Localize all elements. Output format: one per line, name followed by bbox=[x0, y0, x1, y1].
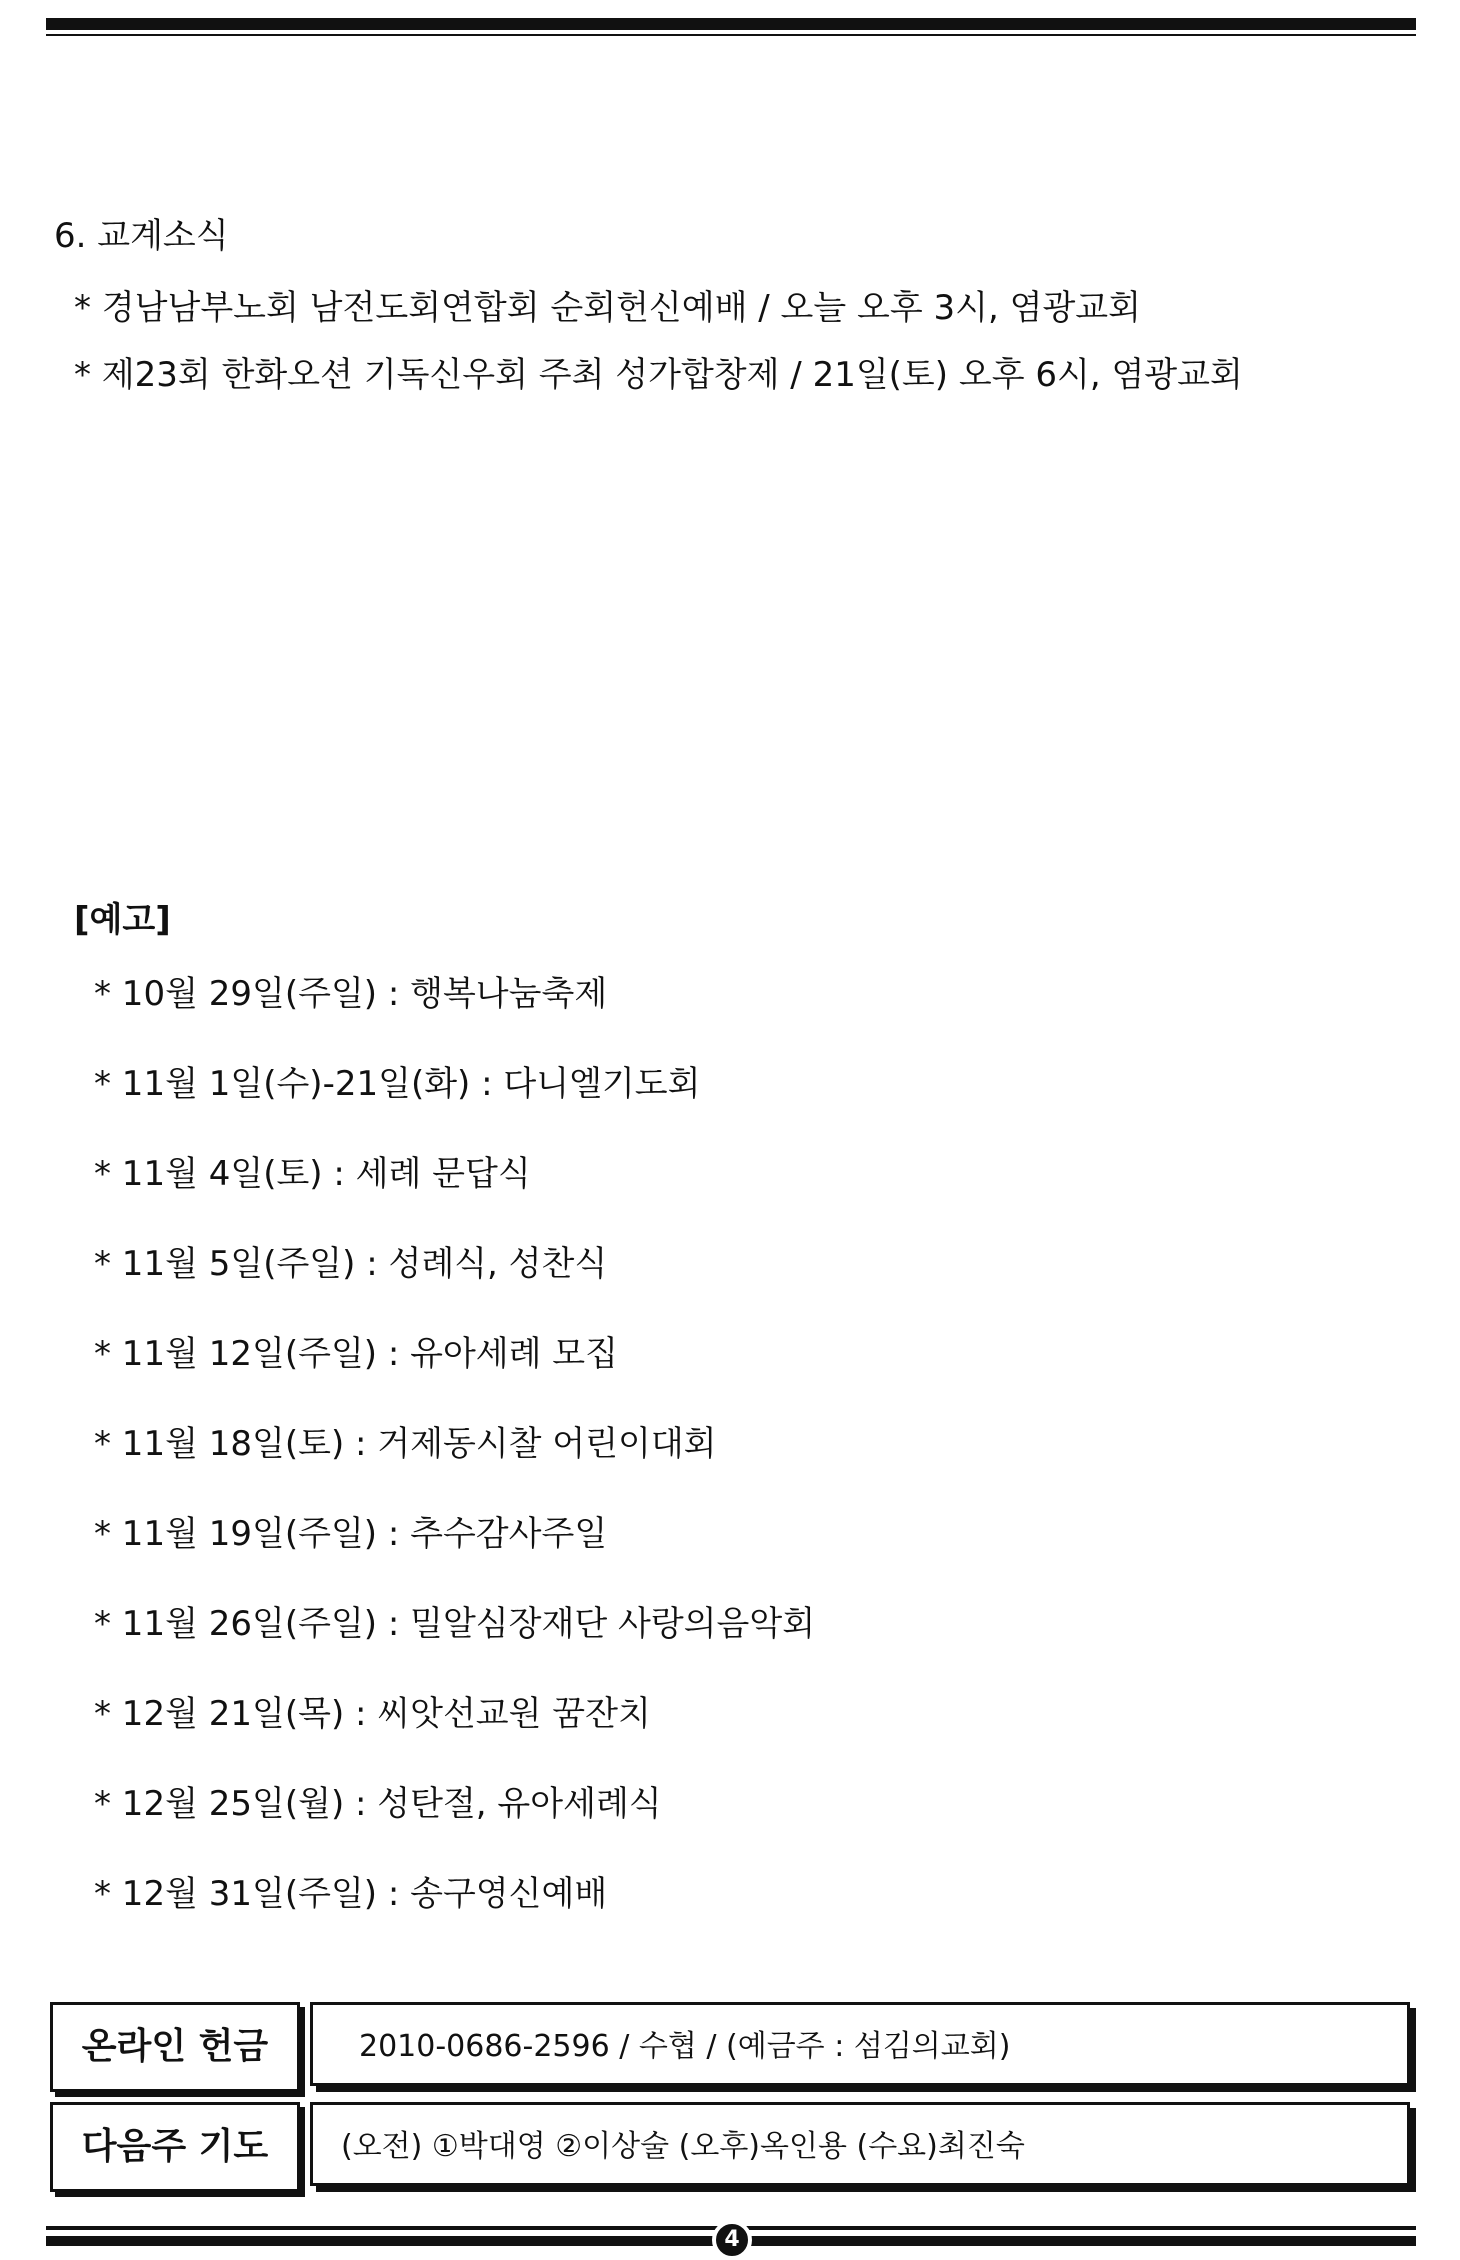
notice-item: * 11월 4일(토) : 세례 문답식 bbox=[94, 1154, 531, 1194]
notice-item: * 11월 12일(주일) : 유아세례 모집 bbox=[94, 1334, 618, 1374]
news-item: * 경남남부노회 남전도회연합회 순회헌신예배 / 오늘 오후 3시, 염광교회 bbox=[74, 288, 1141, 328]
notice-item: * 11월 1일(수)-21일(화) : 다니엘기도회 bbox=[94, 1064, 701, 1104]
notice-item: * 11월 19일(주일) : 추수감사주일 bbox=[94, 1514, 608, 1554]
prayer-label: 다음주 기도 bbox=[50, 2102, 300, 2192]
notice-title: [예고] bbox=[74, 900, 171, 940]
notice-item: * 11월 26일(주일) : 밀알심장재단 사랑의음악회 bbox=[94, 1604, 816, 1644]
notice-item: * 12월 21일(목) : 씨앗선교원 꿈잔치 bbox=[94, 1694, 651, 1734]
prayer-value: (오전) ①박대영 ②이상술 (오후)옥인용 (수요)최진숙 bbox=[310, 2102, 1410, 2186]
news-item: * 제23회 한화오션 기독신우회 주최 성가합창제 / 21일(토) 오후 6시, 염광교회 bbox=[74, 355, 1243, 395]
notice-item: * 12월 31일(주일) : 송구영신예배 bbox=[94, 1874, 608, 1914]
top-rule-thick bbox=[46, 18, 1416, 30]
page-number: 4 bbox=[712, 2220, 752, 2260]
offering-value: 2010-0686-2596 / 수협 / (예금주 : 섬김의교회) bbox=[310, 2002, 1410, 2086]
notice-item: * 10월 29일(주일) : 행복나눔축제 bbox=[94, 974, 608, 1014]
section-title: 6. 교계소식 bbox=[54, 216, 229, 256]
notice-item: * 11월 18일(토) : 거제동시찰 어린이대회 bbox=[94, 1424, 717, 1464]
notice-item: * 12월 25일(월) : 성탄절, 유아세례식 bbox=[94, 1784, 662, 1824]
notice-item: * 11월 5일(주일) : 성례식, 성찬식 bbox=[94, 1244, 608, 1284]
notice-list bbox=[94, 966, 815, 1956]
offering-label: 온라인 헌금 bbox=[50, 2002, 300, 2092]
top-rule-thin bbox=[46, 34, 1416, 36]
